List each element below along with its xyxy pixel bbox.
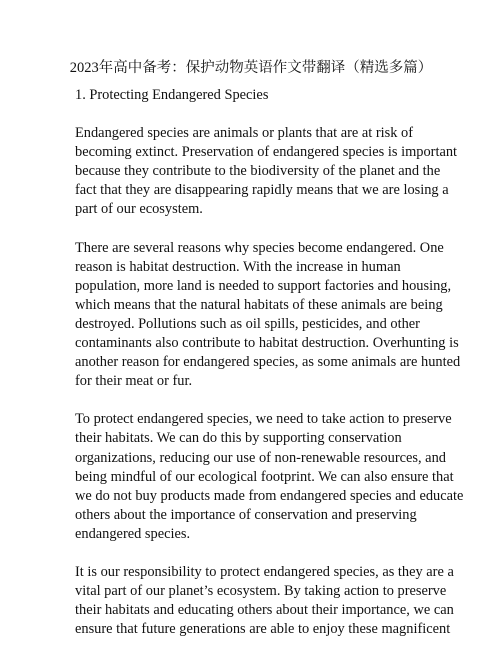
text-line: organizations, reducing our use of non-renewable resources, and	[75, 449, 446, 466]
text-line: their habitats. We can do this by supporting conservation	[75, 430, 402, 447]
text-line: destroyed. Pollutions such as oil spills, pesticides, and other	[75, 315, 420, 332]
text-line: fact that they are disappearing rapidly means that we are losing a	[75, 182, 449, 199]
text-line: being mindful of our ecological footprint. We can also ensure that	[75, 468, 454, 485]
paragraph-4	[75, 563, 454, 639]
text-line: Endangered species are animals or plants that are at risk of	[75, 125, 414, 142]
text-line: reason is habitat destruction. With the increase in human	[75, 258, 401, 275]
paragraph-3	[75, 410, 464, 544]
text-line: which means that the natural habitats of these animals are being	[75, 296, 443, 313]
document-body	[75, 86, 464, 658]
text-line: vital part of our planet’s ecosystem. By taking action to preserve	[75, 583, 447, 600]
text-line: because they contribute to the biodiversity of the planet and the	[75, 163, 441, 180]
document-title: 2023年高中备考：保护动物英语作文带翻译（精选多篇）	[69, 60, 433, 76]
text-line: becoming extinct. Preservation of endangered species is important	[75, 144, 458, 161]
text-line: part of our ecosystem.	[75, 201, 203, 218]
paragraph-2	[75, 239, 461, 392]
text-line: we do not buy products made from endangered species and educate	[75, 487, 464, 504]
text-line: for their meat or fur.	[75, 373, 193, 390]
text-line: others about the importance of conservation and preserving	[75, 506, 417, 523]
section-heading: 1. Protecting Endangered Species	[75, 87, 269, 103]
text-line: It is our responsibility to protect endangered species, as they are a	[75, 563, 454, 580]
text-line: their habitats and educating others about their importance, we can	[75, 602, 454, 619]
text-line: There are several reasons why species become endangered. One	[75, 239, 444, 256]
text-line: another reason for endangered species, as some animals are hunted	[75, 354, 461, 371]
text-line: To protect endangered species, we need to take action to preserve	[75, 411, 452, 428]
text-line: ensure that future generations are able to enjoy these magnificent	[75, 621, 451, 638]
text-line: endangered species.	[75, 525, 191, 542]
text-line: contaminants also contribute to habitat destruction. Overhunting is	[75, 335, 459, 352]
paragraph-1	[75, 124, 458, 219]
text-line: population, more land is needed to support factories and housing,	[75, 277, 452, 294]
